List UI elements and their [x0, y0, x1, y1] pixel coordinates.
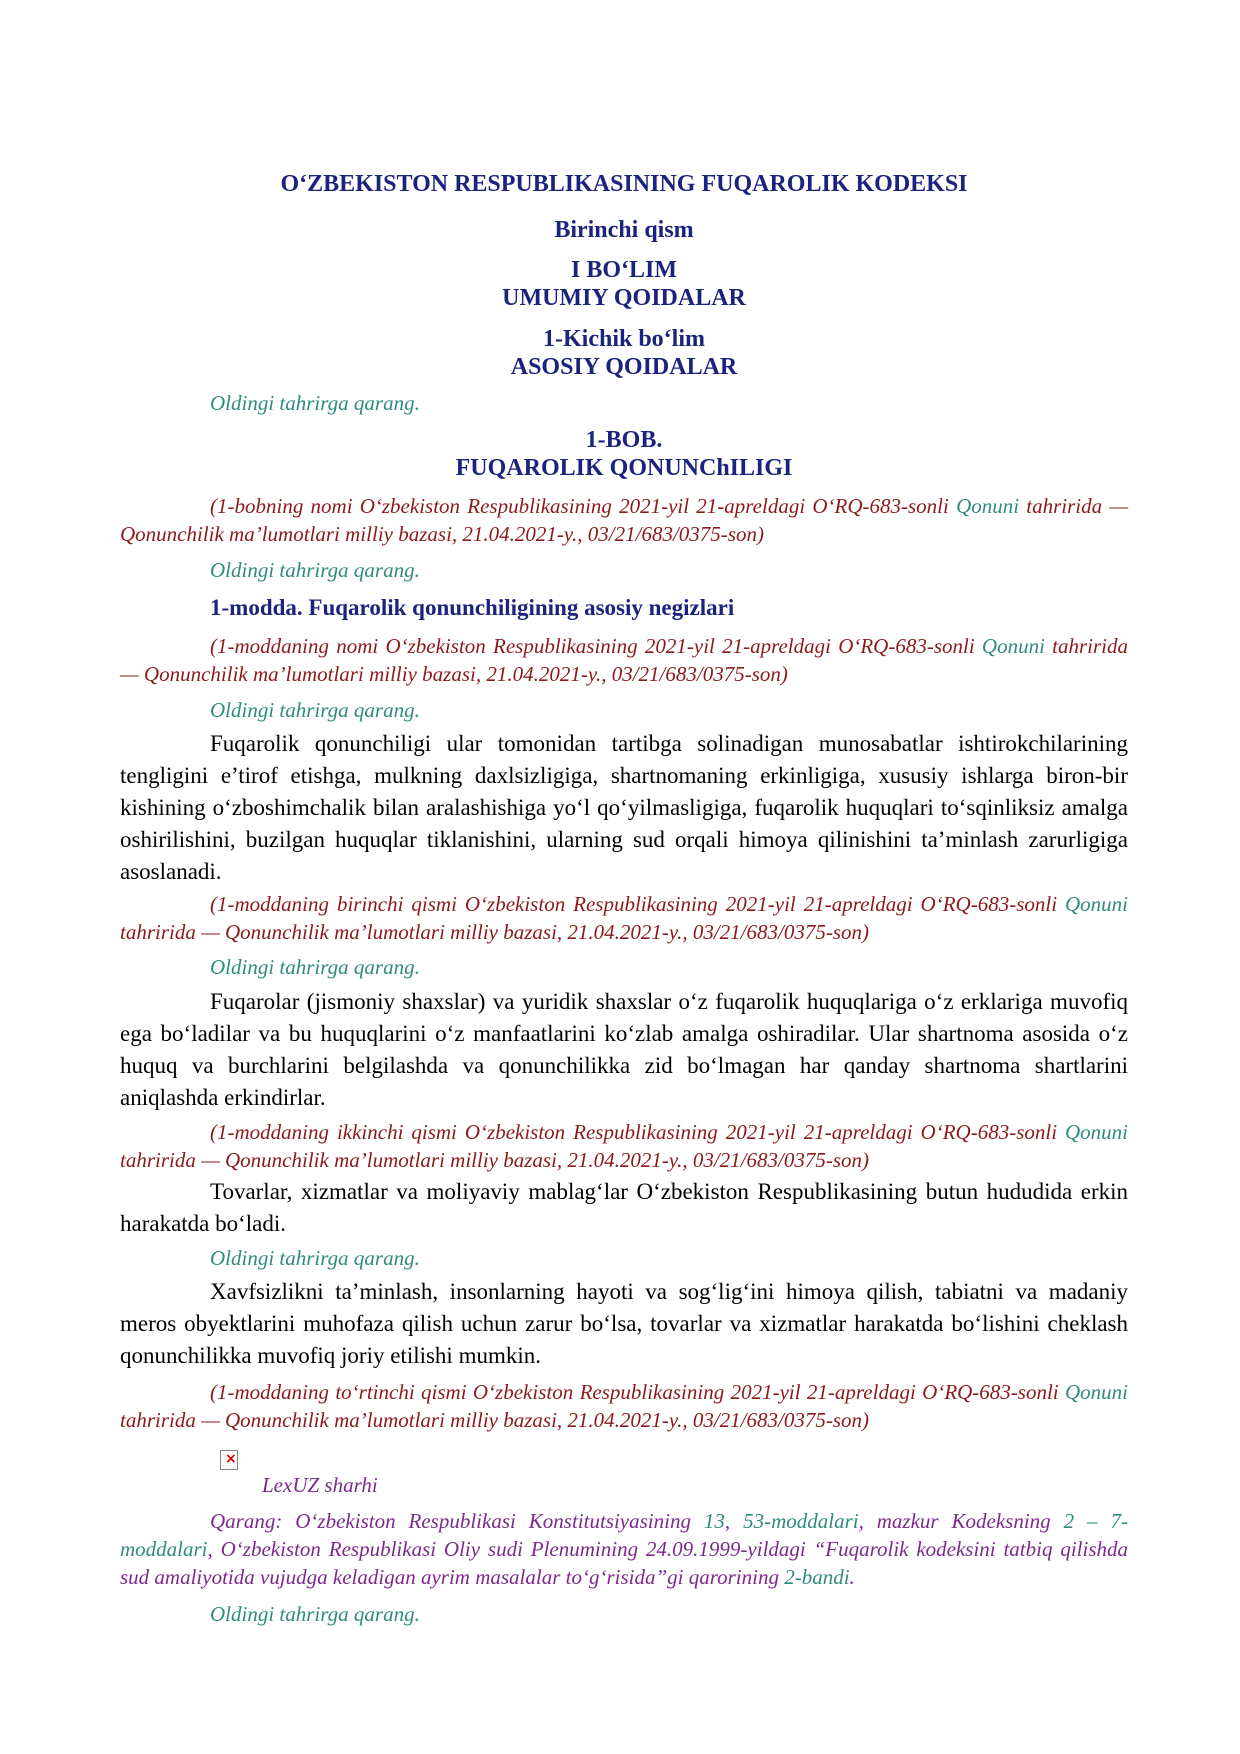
prev-edition-link[interactable]: Oldingi tahrirga qarang.: [210, 558, 420, 582]
lexuz-commentary-label[interactable]: LexUZ sharhi: [262, 1473, 378, 1497]
broken-image-icon: ×: [220, 1450, 238, 1470]
prev-edition-link[interactable]: Oldingi tahrirga qarang.: [210, 1602, 420, 1626]
amendment-note: (1-moddaning ikkinchi qismi O‘zbekiston Respublikasining 2021-yil 21-apreldagi O‘RQ-683-sonli Qonuni tahririda — Qonunchilik ma’lumotlari milliy bazasi, 21.04.2021-y., 03/21/683/0375-son): [120, 1120, 1128, 1172]
subsection-name: ASOSIY QOIDALAR: [510, 354, 738, 380]
subsection-number: 1-Kichik bo‘lim: [542, 326, 705, 352]
code-articles-link[interactable]: 2 – 7-moddalari: [120, 1509, 1128, 1561]
law-link[interactable]: Qonuni: [981, 634, 1045, 658]
amendment-note: (1-bobning nomi O‘zbekiston Respublikasining 2021-yil 21-apreldagi O‘RQ-683-sonli Qonuni tahririda — Qonunchilik ma’lumotlari milliy bazasi, 21.04.2021-y., 03/21/683/0375-son): [120, 494, 1128, 546]
prev-edition-link[interactable]: Oldingi tahrirga qarang.: [210, 698, 420, 722]
law-link[interactable]: Qonuni: [1065, 1380, 1128, 1404]
law-link[interactable]: Qonuni: [956, 494, 1020, 518]
commentary-text: Qarang: O‘zbekiston Respublikasi Konstitutsiyasining 13, 53-moddalari, mazkur Kodeksning 2 – 7-moddalari, O‘zbekiston Respublikasi Oliy sudi Plenumining 24.09.1999-yildagi “Fuqarolik kodeksini tatbiq qilishda sud amaliyotida vujudga keladigan ayrim masalalar to‘g‘risida”gi qarorining 2-bandi.: [120, 1509, 1128, 1589]
section-number: I BO‘LIM: [570, 257, 677, 283]
part-heading: Birinchi qism: [554, 217, 694, 243]
prev-edition-link[interactable]: Oldingi tahrirga qarang.: [210, 391, 420, 415]
document-title: O‘ZBEKISTON RESPUBLIKASINING FUQAROLIK KODEKSI: [280, 171, 968, 197]
constitution-article-13-link[interactable]: 13: [703, 1509, 725, 1533]
prev-edition-link[interactable]: Oldingi tahrirga qarang.: [210, 955, 420, 979]
article-paragraph: Xavfsizlikni ta’minlash, insonlarning hayoti va sog‘lig‘ini himoya qilish, tabiatni va madaniy meros obyektlarini muhofaza qilish uchun zarur bo‘lsa, tovarlar va xizmatlar harakatda bo‘lishini cheklash qonunchilikka muvofiq joriy etilishi mumkin.: [120, 1279, 1128, 1368]
section-name: UMUMIY QOIDALAR: [502, 285, 746, 311]
article-title: 1-modda. Fuqarolik qonunchiligining asosiy negizlari: [210, 595, 735, 620]
amendment-note: (1-moddaning nomi O‘zbekiston Respublikasining 2021-yil 21-apreldagi O‘RQ-683-sonli Qonuni tahririda — Qonunchilik ma’lumotlari milliy bazasi, 21.04.2021-y., 03/21/683/0375-son): [120, 634, 1128, 686]
amendment-note: (1-moddaning birinchi qismi O‘zbekiston Respublikasining 2021-yil 21-apreldagi O‘RQ-683-sonli Qonuni tahririda — Qonunchilik ma’lumotlari milliy bazasi, 21.04.2021-y., 03/21/683/0375-son): [120, 892, 1128, 944]
chapter-name: FUQAROLIK QONUNChILIGI: [455, 455, 793, 481]
constitution-article-53-link[interactable]: 53-moddalari: [743, 1509, 859, 1533]
article-paragraph: Fuqarolar (jismoniy shaxslar) va yuridik shaxslar o‘z fuqarolik huquqlariga o‘z erklariga muvofiq ega bo‘ladilar va bu huquqlarini o‘z manfaatlarini ko‘zlab amalga oshiradilar. Ular shartnoma asosida o‘z huquq va burchlarini belgilashda va qonunchilikka zid bo‘lmagan har qanday shartnoma shartlarini aniqlashda erkindirlar.: [120, 989, 1128, 1110]
article-paragraph: Tovarlar, xizmatlar va moliyaviy mablag‘lar O‘zbekiston Respublikasining butun hududida erkin harakatda bo‘ladi.: [120, 1179, 1128, 1236]
resolution-clause-link[interactable]: 2-bandi: [784, 1565, 850, 1589]
law-link[interactable]: Qonuni: [1065, 1120, 1128, 1144]
article-paragraph: Fuqarolik qonunchiligi ular tomonidan tartibga solinadigan munosabatlar ishtirokchilarining tengligini e’tirof etishga, mulkning daxlsizligiga, shartnomaning erkinligiga, xususiy ishlarga biron-bir kishining o‘zboshimchalik bilan aralashishiga yo‘l qo‘yilmasligiga, fuqarolik huquqlari to‘sqinliksiz amalga oshirilishini, buzilgan huquqlar tiklanishini, ularning sud orqali himoya qilinishini ta’minlash zarurligiga asoslanadi.: [120, 731, 1128, 884]
chapter-number: 1-BOB.: [585, 427, 663, 453]
prev-edition-link[interactable]: Oldingi tahrirga qarang.: [210, 1246, 420, 1270]
law-link[interactable]: Qonuni: [1065, 892, 1128, 916]
amendment-note: (1-moddaning to‘rtinchi qismi O‘zbekiston Respublikasining 2021-yil 21-apreldagi O‘RQ-683-sonli Qonuni tahririda — Qonunchilik ma’lumotlari milliy bazasi, 21.04.2021-y., 03/21/683/0375-son): [120, 1380, 1128, 1432]
